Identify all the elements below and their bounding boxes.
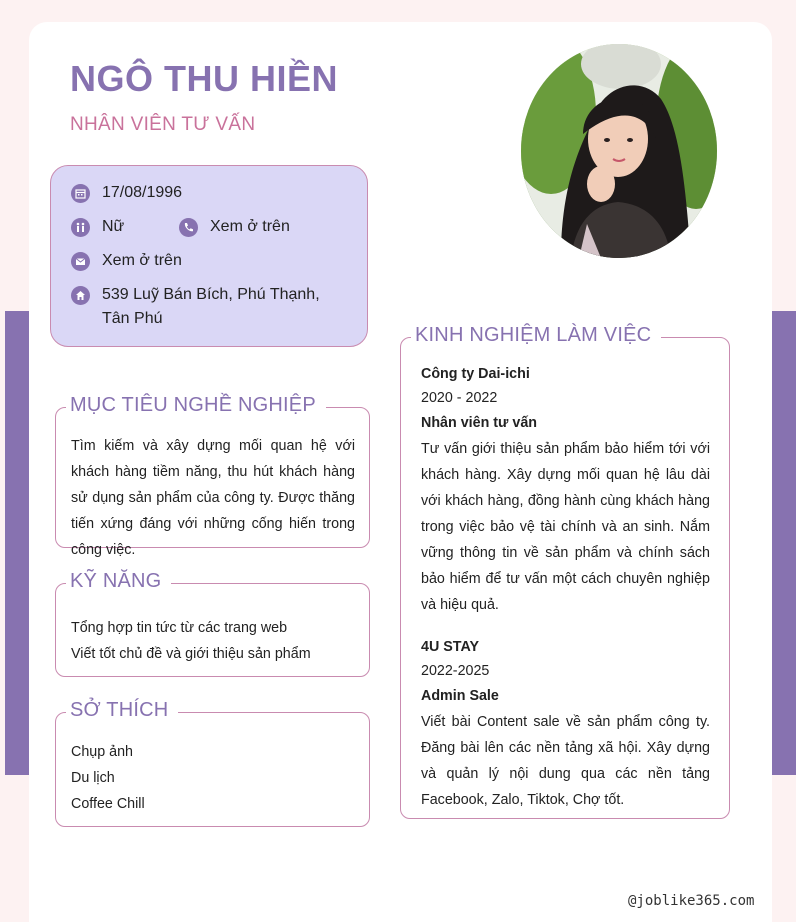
gender-value: Nữ	[102, 218, 125, 235]
experience-section	[400, 324, 730, 819]
gender-icon	[71, 218, 90, 237]
phone-value: Xem ở trên	[210, 218, 290, 235]
hobby-item: Chụp ảnh	[71, 744, 134, 760]
skill-item: Viết tốt chủ đề và giới thiệu sản phẩm	[71, 646, 311, 662]
job-description: Tư vấn giới thiệu sản phẩm bảo hiểm tới với khách hàng. Xây dựng mối quan hệ lâu dài với khách hàng, đồng hành cùng khách hàng trong việc bảo vệ tài chính và an sinh. Nắm vững thông tin về sản phẩm và chính sách bảo hiểm để tư vấn một cách chuyên nghiệp và hiệu quả.	[421, 441, 710, 613]
left-side-band	[5, 311, 29, 775]
candidate-name: NGÔ THU HIỀN	[70, 58, 339, 99]
skills-section	[55, 570, 370, 677]
calendar-icon	[71, 184, 90, 203]
candidate-role: NHÂN VIÊN TƯ VẤN	[70, 114, 256, 135]
experience-title: KINH NGHIỆM LÀM VIỆC	[411, 324, 661, 347]
hobby-item: Coffee Chill	[71, 796, 145, 812]
hobbies-title: SỞ THÍCH	[66, 699, 178, 722]
watermark-text: @joblike365.com	[628, 893, 755, 909]
objective-section	[55, 394, 370, 558]
job-description: Viết bài Content sale về sản phẩm công ty. Đăng bài lên các nền tảng xã hội. Xây dựng và quản lý nội dung qua các nền tảng Facebook, Zalo, Tiktok, Chợ tốt.	[421, 714, 710, 808]
birthday-value: 17/08/1996	[102, 184, 183, 201]
address-value: 539 Luỹ Bán Bích, Phú Thạnh, Tân Phú	[102, 286, 320, 327]
job-company: Công ty Dai-ichi	[421, 366, 530, 382]
phone-icon	[179, 218, 198, 237]
right-side-band	[772, 311, 796, 775]
contact-email	[71, 251, 182, 273]
contact-address	[71, 285, 351, 331]
hobby-item: Du lịch	[71, 770, 115, 786]
hobbies-section	[55, 699, 370, 827]
profile-photo	[521, 44, 717, 258]
contact-birthday	[71, 183, 182, 205]
job-company: 4U STAY	[421, 639, 480, 655]
home-icon	[71, 286, 90, 305]
contact-gender	[71, 217, 124, 239]
skill-item: Tổng hợp tin tức từ các trang web	[71, 620, 288, 636]
contact-phone	[179, 217, 290, 239]
job-period: 2022-2025	[421, 663, 490, 679]
profile-photo-illustration	[521, 44, 717, 258]
email-icon	[71, 252, 90, 271]
job-position: Nhân viên tư vấn	[421, 415, 538, 431]
job-period: 2020 - 2022	[421, 390, 498, 406]
contact-info-box	[50, 165, 368, 347]
objective-title: MỤC TIÊU NGHỀ NGHIỆP	[66, 394, 326, 417]
objective-text: Tìm kiếm và xây dựng mối quan hệ với khách hàng tiềm năng, thu hút khách hàng sử dụng sản phẩm của công ty. Được thăng tiến xứng đáng với những cống hiến trong công việc.	[71, 438, 355, 558]
job-position: Admin Sale	[421, 688, 499, 704]
email-value: Xem ở trên	[102, 252, 182, 269]
skills-title: KỸ NĂNG	[66, 570, 171, 593]
